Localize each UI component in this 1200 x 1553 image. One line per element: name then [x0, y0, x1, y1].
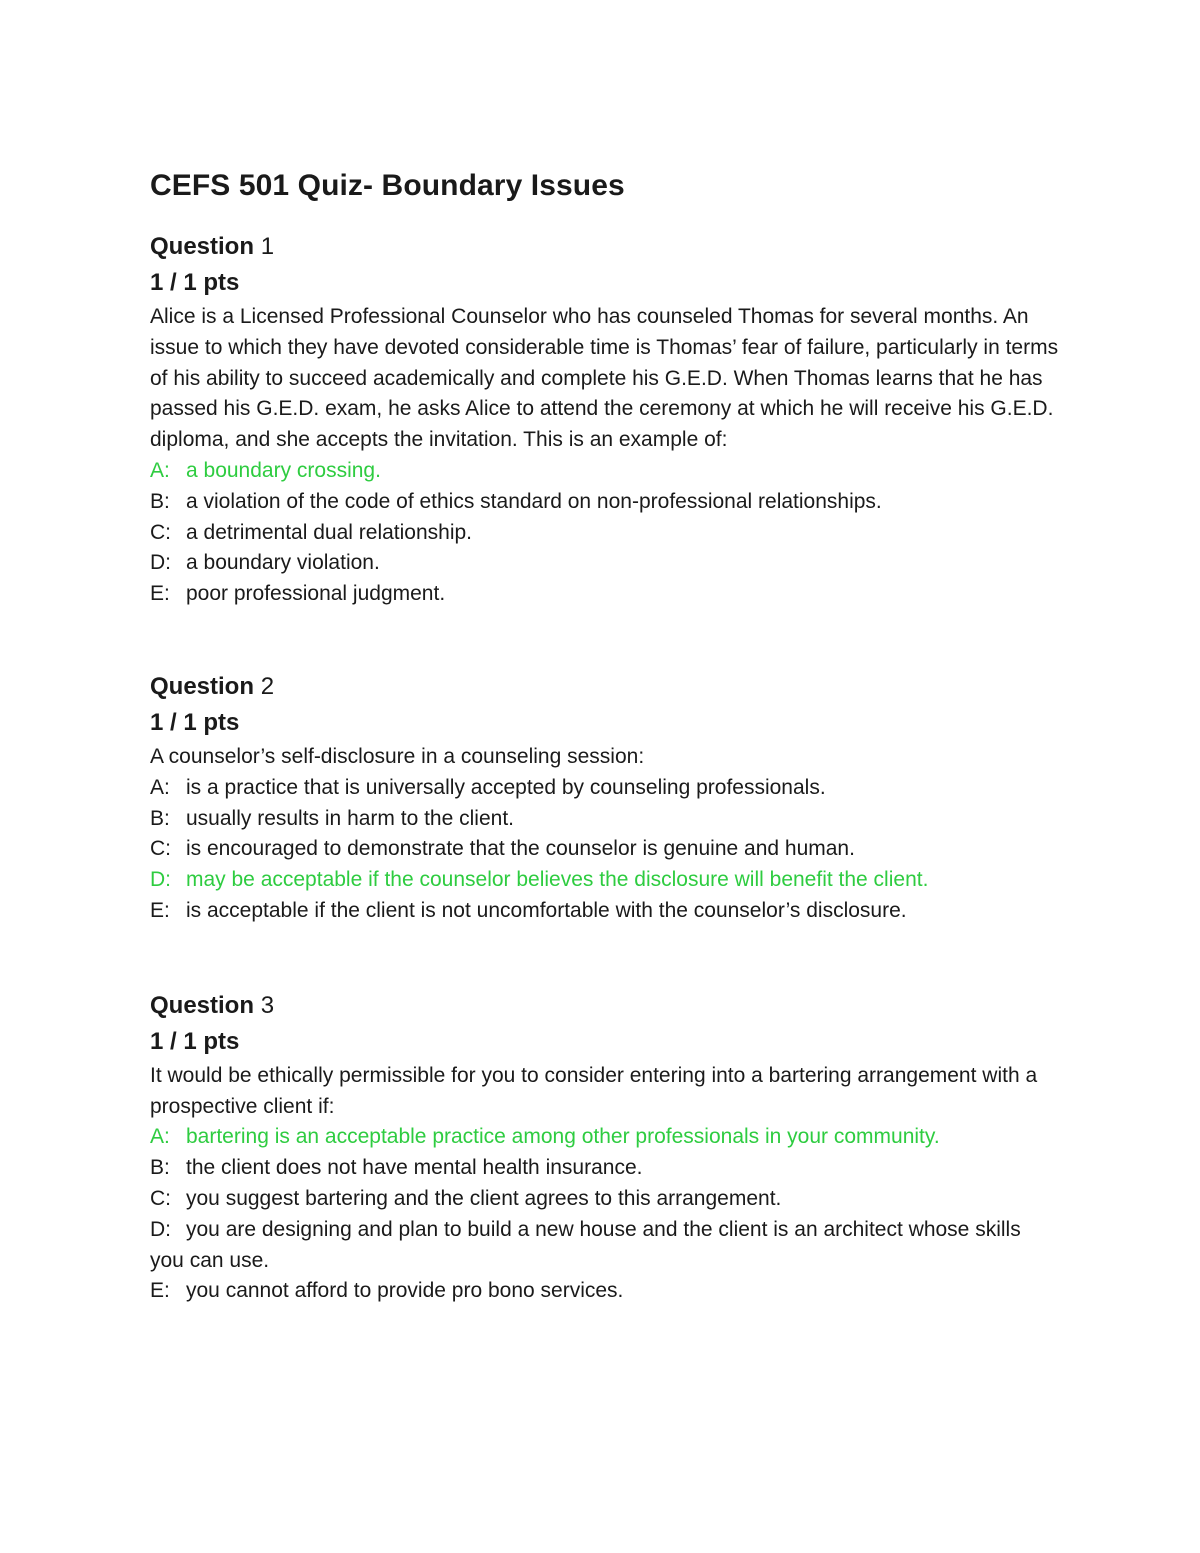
- option-letter: B:: [150, 806, 170, 830]
- option-text: you are designing and plan to build a new house and the client is an architect whose skills you can use.: [150, 1217, 1021, 1272]
- section-spacer: [150, 927, 1060, 989]
- quiz-document: [150, 164, 1060, 1307]
- answer-option-b: [150, 804, 1060, 835]
- question-2: [150, 670, 1060, 927]
- answer-option-e: [150, 1276, 1060, 1307]
- option-text: may be acceptable if the counselor believes the disclosure will benefit the client.: [186, 868, 929, 892]
- question-label: Question: [150, 991, 255, 1019]
- option-text: is encouraged to demonstrate that the counselor is genuine and human.: [186, 837, 855, 861]
- option-letter: E:: [150, 1279, 170, 1303]
- answer-option-c: [150, 518, 1060, 549]
- answer-option-b: [150, 487, 1060, 518]
- option-text: usually results in harm to the client.: [186, 806, 514, 830]
- option-text: is a practice that is universally accepted by counseling professionals.: [186, 775, 826, 799]
- answer-option-e: [150, 579, 1060, 610]
- option-text: you cannot afford to provide pro bono services.: [186, 1279, 624, 1303]
- option-text: is acceptable if the client is not uncomfortable with the counselor’s disclosure.: [186, 898, 907, 922]
- option-letter: D:: [150, 551, 171, 575]
- question-points: 1 / 1 pts: [150, 1027, 240, 1055]
- question-number: 2: [260, 672, 275, 700]
- question-text: Alice is a Licensed Professional Counselor who has counseled Thomas for several months. An issue to which they have devoted considerable time is Thomas’ fear of failure, particularly in terms of his ability to succeed academically and complete his G.E.D. When Thomas learns that he has passed his G.E.D. exam, he asks Alice to attend the ceremony at which he will receive his G.E.D. diploma, and she accepts the invitation. This is an example of:: [150, 305, 1059, 452]
- option-text: a detrimental dual relationship.: [186, 520, 473, 544]
- answer-option-d: [150, 1215, 1060, 1277]
- question-number: 1: [260, 233, 275, 260]
- option-letter: C:: [150, 837, 171, 861]
- option-text: a boundary crossing.: [186, 458, 381, 482]
- question-text: It would be ethically permissible for you to consider entering into a bartering arrangement with a prospective client if:: [150, 1063, 1038, 1118]
- option-letter: A:: [150, 775, 170, 799]
- option-letter: D:: [150, 868, 171, 892]
- option-letter: C:: [150, 520, 171, 544]
- option-letter: B:: [150, 489, 170, 513]
- option-text: a boundary violation.: [186, 551, 380, 575]
- option-letter: D:: [150, 1217, 171, 1241]
- page-title: CEFS 501 Quiz- Boundary Issues: [150, 169, 625, 202]
- option-letter: C:: [150, 1186, 171, 1210]
- question-label: Question: [150, 672, 255, 700]
- question-points: 1 / 1 pts: [150, 708, 240, 736]
- option-letter: B:: [150, 1156, 170, 1180]
- answer-option-d: [150, 865, 1060, 896]
- answer-option-c: [150, 834, 1060, 865]
- question-text: A counselor’s self-disclosure in a counseling session:: [150, 744, 645, 768]
- option-text: you suggest bartering and the client agrees to this arrangement.: [186, 1186, 782, 1210]
- question-1: [150, 230, 1060, 610]
- answer-option-a: [150, 1122, 1060, 1153]
- answer-option-d: [150, 548, 1060, 579]
- answer-option-c: [150, 1184, 1060, 1215]
- question-label: Question: [150, 233, 255, 260]
- option-text: the client does not have mental health insurance.: [186, 1156, 643, 1180]
- option-text: a violation of the code of ethics standard on non-professional relationships.: [186, 489, 882, 513]
- answer-option-a: [150, 773, 1060, 804]
- answer-option-b: [150, 1153, 1060, 1184]
- option-letter: A:: [150, 1125, 170, 1149]
- option-letter: E:: [150, 898, 170, 922]
- question-number: 3: [260, 991, 275, 1019]
- option-letter: E:: [150, 582, 170, 606]
- question-heading: [150, 670, 1060, 704]
- question-heading: [150, 989, 1060, 1023]
- question-points: 1 / 1 pts: [150, 269, 240, 296]
- answer-option-e: [150, 896, 1060, 927]
- question-3: [150, 989, 1060, 1307]
- option-text: bartering is an acceptable practice among other professionals in your community.: [186, 1125, 940, 1149]
- section-spacer: [150, 610, 1060, 670]
- answer-option-a: [150, 456, 1060, 487]
- option-text: poor professional judgment.: [186, 582, 446, 606]
- question-heading: [150, 230, 1060, 264]
- option-letter: A:: [150, 458, 170, 482]
